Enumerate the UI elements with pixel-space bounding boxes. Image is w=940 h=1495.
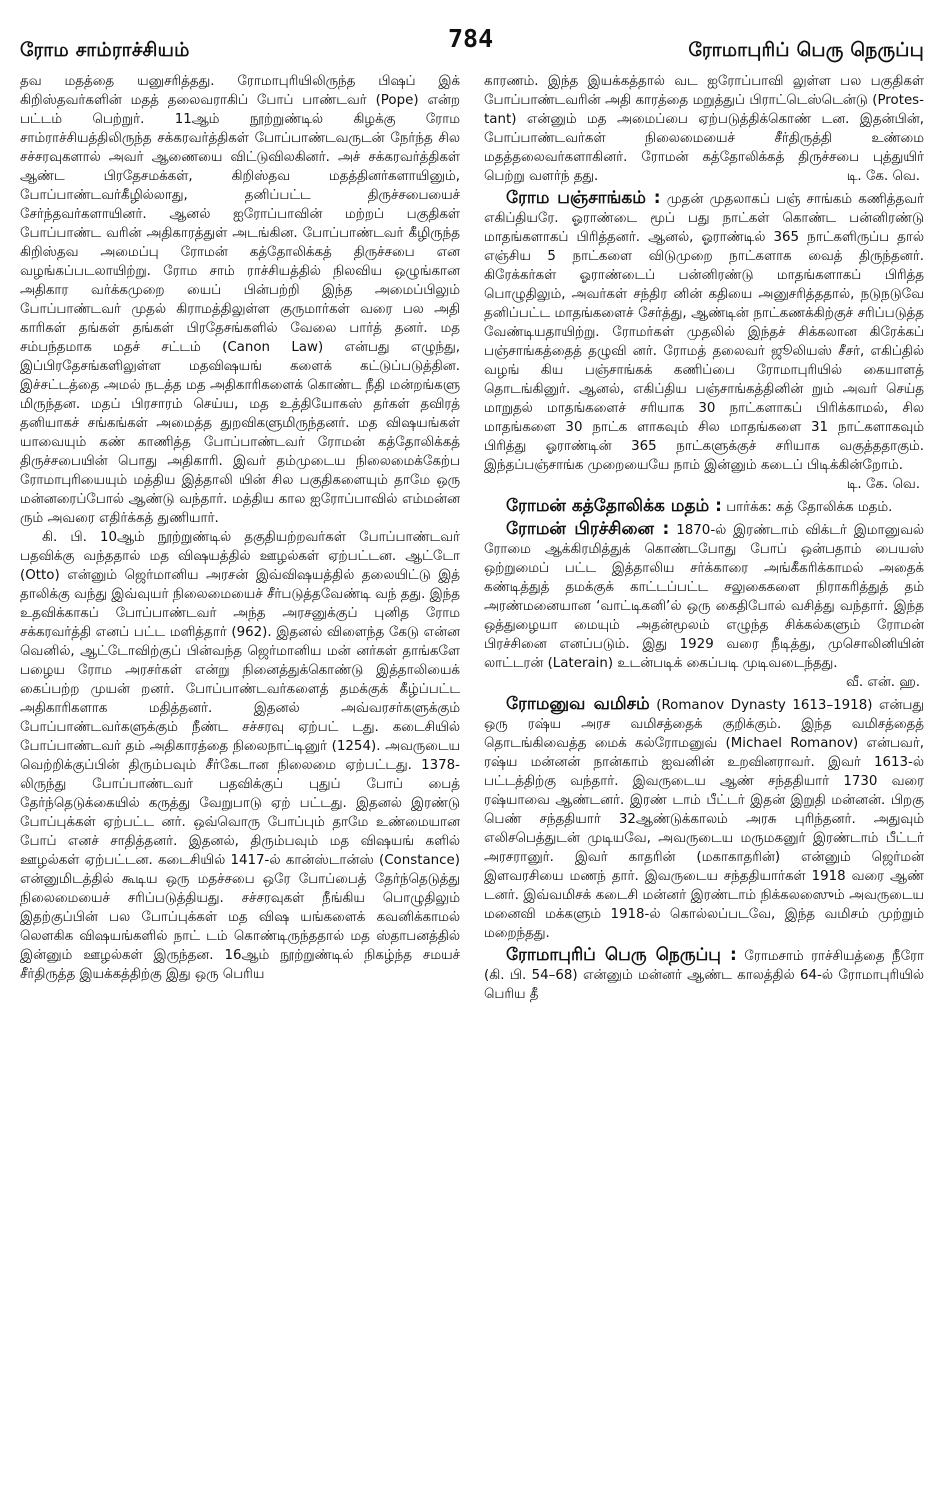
paragraph: தவ மதத்தை யனுசரித்தது. ரோமாபுரியிலிருந்த பிஷப் இக் கிறிஸ்தவர்களின் மதத் தலைவராகிப் போப் பாண்டவர் (Pope) என்ற பட்டம் பெற்றுர். 11ஆம் நூற்றுண்டில் கிழக்கு ரோம சாம்ராச்சியத்திலிருந்த சக்கரவர்த்திகள் போப்பாண்டவருடன் நேர்ந்த சில சச்சரவுகளால் அவர் ஆணையை விட்டுவிலகினர். அச் சக்கரவர்த்திகள் ஆண்ட பிரதேசமக்கள், கிறிஸ்தவ மதத்தினர்களாயினும், போப்பாண்டவர்கீழில்லாது, தனிப்பட்ட திருச்சபையைச் சேர்ந்தவர்களாயினர். ஆனல் ஐரோப்பாவின் மற்றப் பகுதிகள் போப்பாண்ட வரின் அதிகாரத்துள் அடங்கின. போப்பாண்டவர் கீழிருந்த கிறிஸ்தவ அமைப்பு ரோமன் கத்தோலிக்கத் திருச்சபை என வழங்கப்படலாயிற்று. ரோம சாம் ராச்சியத்தில் நிலவிய ஒழுங்கான அதிகார வர்க்கமுறை யைப் பின்பற்றி இந்த அமைப்பிலும் போப்பாண்டவர் முதல் கிராமத்திலுள்ள குருமார்கள் வரை பல அதி காரிகள் தங்கள் தங்கள் பிரதேசங்களில் வேலை பார்த் தனர். மத சம்பந்தமாக மதச் சட்டம் (Canon Law) என்பது எழுந்து, இப்பிரதேசங்களிலுள்ள மதவிஷயங் களைக் கட்டுப்படுத்தின. இச்சட்டத்தை அமல் நடத்த மத அதிகாரிகளைக் கொண்ட நீதி மன்றங்களு மிருந்தன. மதப் பிரசாரம் செய்ய, மத உத்தியோகஸ் தர்கள் தவிரத் தனியாகச் சங்கங்கள் அமைத்த துறவிகளுமிருந்தனர். மத விஷயங்கள் யாவையும் கண் காணித்த போப்பாண்டவர் ரோமன் கத்தோலிக்கத் திருச்சபையின் பொது அதிகாரி. இவர் தம்முடைய நிலைமைக்கேற்ப ரோமாபுரியையும் மத்திய இத்தாலி யின் சில பகுதிகளையும் தாமே ஒரு மன்னரைப்போல் ஆண்டு வந்தார். மத்திய கால ஐரோப்பாவில் எம்மன்ன ரும் அவரை எதிர்க்கத் துணியார். xyxy=(20,74,460,526)
entry-heading: ரோமனுவ வமிசம் xyxy=(506,694,650,714)
entry-heading: ரோமாபுரிப் பெரு நெருப்பு : xyxy=(506,945,737,965)
paragraph: கி. பி. 10ஆம் நூற்றுண்டில் தகுதியற்றவர்கள் போப்பாண்டவர் பதவிக்கு வந்ததால் மத விஷயத்தில் ஊழல்கள் ஏற்பட்டன. ஆட்டோ (Otto) என்னும் ஜெர்மானிய அரசன் இவ்விஷயத்தில் தலையிட்டு இத் தாலிக்கு வந்து இவ்வுயர் நிலைமையைச் சீர்படுத்தவேண்டி வந் தது. இந்த உதவிக்காகப் போப்பாண்டவர் அந்த அரசனுக்குப் புனித ரோம சக்கரவர்த்தி எனப் பட்ட மளித்தார் (962). இதனல் விளைந்த கேடு என்ன வெனில், ஆட்டோவிற்குப் பின்வந்த ஜெர்மானிய மன் னர்கள் தாங்களே பழைய ரோம அரசர்கள் என்று நினைத்துக்கொண்டு இத்தாலியைக் கைப்பற்ற முயன் றனர். போப்பாண்டவர்களைத் தமக்குக் கீழ்ப்பட்ட அதிகாரிகளாக மதித்தனர். இதனல் அவ்வரசர்களுக்கும் போப்பாண்டவர்களுக்கும் நீண்ட சச்சரவு ஏற்பட் டது. கடைசியில் போப்பாண்டவர் தம் அதிகாரத்தை நிலைநாட்டினுர் (1254). அவருடைய வெற்றிக்குப்பின் திரும்பவும் சீர்கேடான நிலைமை ஏற்பட்டது. 1378- லிருந்து போப்பாண்டவர் பதவிக்குப் புதுப் போப் பைத் தேர்ந்தெடுக்கையில் கருத்து வேறுபாடு ஏற் பட்டது. இதனல் இரண்டு போப்புக்கள் ஏற்பட்ட னர். ஒவ்வொரு போப்பும் தாமே உண்மையான போப் எனச் சாதித்தனர். இதனல், திரும்பவும் மத விஷயங் களில் ஊழல்கள் ஏற்பட்டன. கடைசியில் 1417-ல் கான்ஸ்டான்ஸ் (Constance) என்னுமிடத்தில் கூடிய ஒரு மதச்சபை ஒரே போப்பைத் தேர்ந்தெடுத்து நிலைமையைச் சரிப்படுத்தியது. சச்சரவுகள் நீங்கிய பொழுதிலும் இதற்குப்பின் பல போப்புக்கள் மத விஷ யங்களைக் கவனிக்காமல் லௌகிக விஷயங்களில் நாட் டம் கொண்டிருந்ததால் மத ஸ்தாபனத்தில் இன்னும் ஊழல்கள் இருந்தன. 16ஆம் நூற்றுண்டில் நிகழ்ந்த சமயச் சீர்திருத்த இயக்கத்திற்கு இது ஒரு பெரிய xyxy=(20,530,460,982)
author-initials: டி. கே. வெ. xyxy=(846,477,920,492)
two-column-body xyxy=(20,72,924,1004)
right-column xyxy=(484,72,924,1004)
running-head-right: ரோமாபுரிப் பெரு நெருப்பு xyxy=(688,39,924,61)
page-header xyxy=(20,22,924,64)
left-column xyxy=(20,72,460,1004)
running-head-left: ரோம சாம்ராச்சியம் xyxy=(20,39,190,61)
entry-text: பார்க்க: கத் தோலிக்க மதம். xyxy=(726,500,893,515)
paragraph: காரணம். இந்த இயக்கத்தால் வட ஐரோப்பாவி லுள்ள பல பகுதிகள் போப்பாண்டவரின் அதி காரத்தை மறுத்துப் பிராட்டெஸ்டென்டு (Protes- tant) என்னும் மத அமைப்பை ஏற்படுத்திக்கொண் டன. இதன்பின், போப்பாண்டவர்கள் நிலைமையைச் சீர்திருத்தி உண்மை மதத்தலைவர்களாகினர். ரோமன் கத்தோலிக்கத் திருச்சபை புத்துயிர் பெற்று வளர்ந் தது. xyxy=(484,74,924,184)
entry-roman-question xyxy=(484,520,924,692)
entry-heading: ரோமன் பிரச்சினை : xyxy=(506,519,670,539)
entry-continuation xyxy=(484,72,924,186)
entry-text: 1870-ல் இரண்டாம் விக்டர் இமானுவல் ரோமை ஆக்கிரமித்துக் கொண்டபோது போப் ஒன்பதாம் பையஸ் ஒற்றுமைப் பட்ட இத்தாலிய சர்க்காரை அங்கீகரிக்காமல் அதைக் கண்டித்துத் தமக்குக் காட்டப்பட்ட சலுகைகளை நிராகரித்துத் தம் அரண்மனையான ‘வாட்டிகனி’ல் ஒரு கைதிபோல் வசித்து வந்தார். இந்த ஒத்துழையா மையும் அதன்மூலம் எழுந்த சிக்கல்களும் ரோமன் பிரச்சினை எனப்படும். இது 1929 வரை நீடித்து, முசொலினியின் லாட்டரன் (Laterain) உடன்படிக் கைப்படி முடிவடைந்தது. xyxy=(484,523,924,671)
entry-text: ரோமசாம் ராச்சியத்தை நீரோ (கி. பி. 54–68) என்னும் மன்னர் ஆண்ட காலத்தில் 64-ல் ரோமாபுரியில் பெரிய தீ xyxy=(484,949,924,1002)
author-initials: வீ. என். ஹ. xyxy=(846,675,920,690)
entry-heading: ரோமன் கத்தோலிக்க மதம் : xyxy=(506,496,722,516)
entry-romanov-dynasty xyxy=(484,695,924,943)
author-initials: டி. கே. வெ. xyxy=(846,169,920,184)
entry-text: முதன் முதலாகப் பஞ் சாங்கம் கணித்தவர் எகிப்தியரே. ஓராண்டை மூப் பது நாட்கள் கொண்ட பன்னிரண்டு மாதங்களாகப் பிரித்தனர். ஆனல், ஓராண்டில் 365 நாட்களிருப்ப தால் எஞ்சிய 5 நாட்களை விடுமுறை நாட்களாக வைத் திருந்தனர். கிரேக்கர்கள் ஓராண்டைப் பன்னிரண்டு மாதங்களாகப் பிரித்த பொழுதிலும், அவர்கள் சந்திர னின் கதியை அனுசரித்ததால், நடுநடுவே தனிப்பட்ட மாதங்களைச் சேர்த்து, ஆண்டின் நாட்கணக்கிற்குச் சரிப்படுத்த வேண்டியதாயிற்று. ரோமர்கள் முதலில் இந்தச் சிக்கலான கிரேக்கப் பஞ்சாங்கத்தைத் தழுவி னர். ரோமத் தலைவர் ஜூலியஸ் சீசர், எகிப்தில் வழங் கிய பஞ்சாங்கக் கணிப்பை ரோமாபுரியில் கையாளத் தொடங்கினுர். ஆனல், எகிப்திய பஞ்சாங்கத்தினின் றும் அவர் செய்த மாறுதல் மாதங்களைச் சரியாக 30 நாட்களாகப் பிரிக்காமல், சில மாதங்களை 30 நாட்க ளாகவும் சில மாதங்களை 31 நாட்களாகவும் பிரித்து ஓராண்டின் 365 நாட்களுக்குச் சரியாக வகுத்ததாகும். இந்தப்பஞ்சாங்க முறையையே நாம் இன்னும் கடைப் பிடிக்கின்றோம். xyxy=(484,192,924,473)
entry-roman-calendar xyxy=(484,189,924,494)
entry-great-fire-of-rome xyxy=(484,946,924,1004)
entry-heading: ரோம பஞ்சாங்கம் : xyxy=(506,188,661,208)
entry-roman-catholic xyxy=(484,497,924,517)
entry-text: (Romanov Dynasty 1613–1918) என்பது ஒரு ரஷ்ய அரச வமிசத்தைக் குறிக்கும். இந்த வமிசத்தைத் தொடங்கிவைத்த மைக் கல்ரோமனுவ் (Michael Romanov) என்பவர், ரஷ்ய மன்னன் நான்காம் ஐவனின் உறவினராவர். இவர் 1613-ல் பட்டத்திற்கு வந்தார். இவருடைய ஆண் சந்ததியார் 1730 வரை ரஷ்யாவை ஆண்டனர். இரண் டாம் பீட்டர் இதன் இறுதி மன்னன். பிறகு பெண் சந்ததியார் 32ஆண்டுக்காலம் அரசு புரிந்தனர். அதுவும் எலிசபெத்துடன் முடியவே, அவருடைய மருமகனுர் இரண்டாம் பீட்டர் அரசரானுர். இவர் காதரின் (மகாகாதரின்) என்னும் ஜெர்மன் இளவரசியை மணந் தார். இவருடைய சந்ததியார்கள் 1918 வரை ஆண் டனர். இவ்வமிசக் கடைசி மன்னர் இரண்டாம் நிக்கலஸுைம் அவருடைய மனைவி மக்களும் 1918-ல் கொல்லப்படவே, இந்த வமிசம் முற்றும் மறைந்தது. xyxy=(484,698,924,941)
page-number: 784 xyxy=(448,24,494,53)
